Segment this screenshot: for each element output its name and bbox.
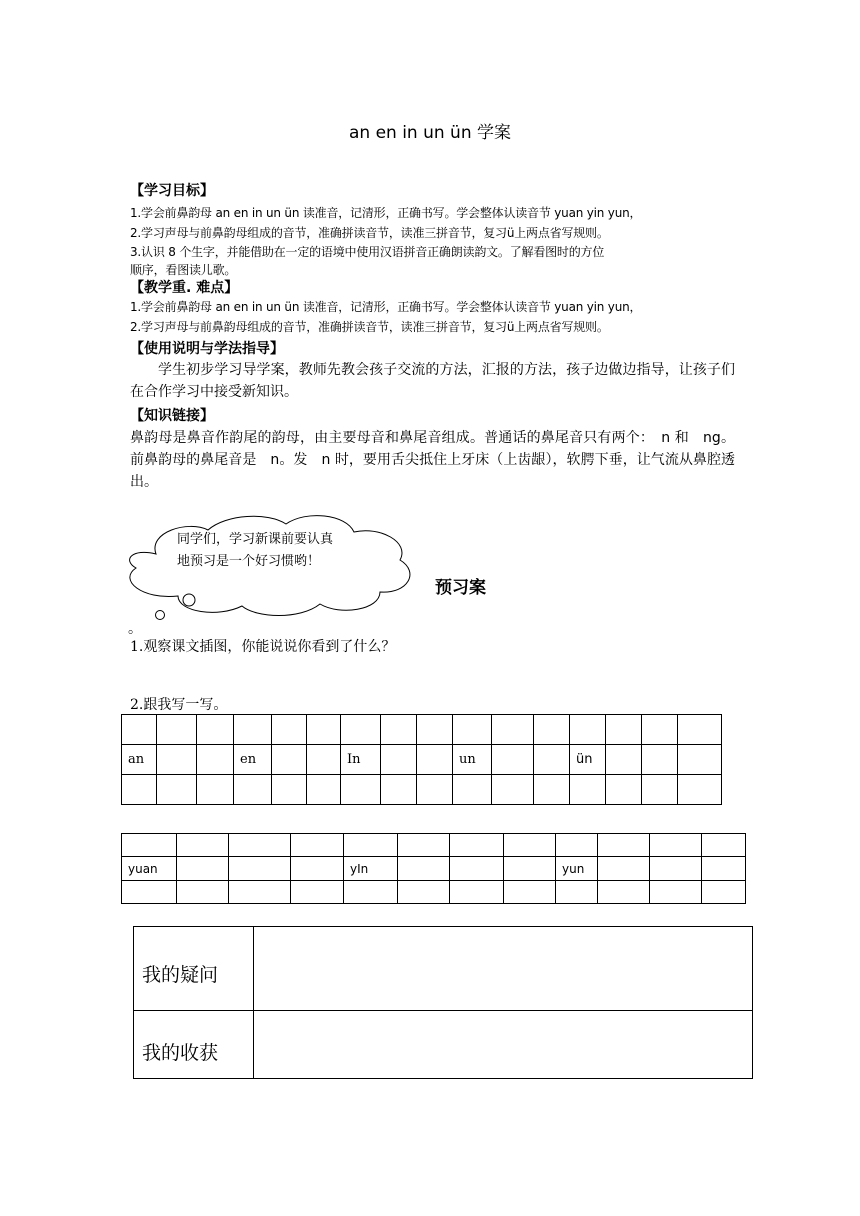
- grid-cell[interactable]: [177, 834, 229, 857]
- grid-cell[interactable]: [556, 834, 598, 857]
- grid-cell[interactable]: [450, 834, 504, 857]
- grid-cell[interactable]: [417, 745, 453, 775]
- grid-cell[interactable]: [177, 881, 229, 904]
- reflection-table: [133, 926, 753, 1079]
- grid-cell[interactable]: [122, 775, 157, 805]
- grid-cell[interactable]: [272, 745, 307, 775]
- grid-cell[interactable]: [534, 745, 570, 775]
- grid-cell[interactable]: [534, 775, 570, 805]
- grid-cell[interactable]: [453, 775, 492, 805]
- grid-cell[interactable]: [344, 834, 398, 857]
- grid-cell[interactable]: [598, 881, 650, 904]
- grid-cell[interactable]: [702, 834, 746, 857]
- grid-cell[interactable]: [417, 775, 453, 805]
- grid-cell[interactable]: [197, 715, 234, 745]
- grid-cell[interactable]: [157, 745, 197, 775]
- grid-cell[interactable]: [381, 715, 417, 745]
- question-1: 1.观察课文插图，你能说说你看到了什么？: [130, 639, 396, 655]
- gain-answer-cell[interactable]: [254, 1011, 753, 1079]
- usage-text: 学生初步学习导学案，教师先教会孩子交流的方法，汇报的方法，孩子边做边指导，让孩子们在合作学习中接受新知识。: [130, 362, 735, 400]
- grid-cell[interactable]: [504, 834, 556, 857]
- grid-cell[interactable]: [307, 775, 341, 805]
- grid-cell[interactable]: [229, 857, 291, 881]
- grid-label-cell: yuan: [122, 857, 177, 881]
- grid-cell[interactable]: [291, 857, 344, 881]
- grid-cell[interactable]: [678, 715, 722, 745]
- preview-heading: 预习案: [435, 578, 486, 598]
- grid-label-cell: ün: [570, 745, 606, 775]
- grid-label-cell: yun: [556, 857, 598, 881]
- grid-cell[interactable]: [534, 715, 570, 745]
- grid-cell[interactable]: [678, 745, 722, 775]
- grid-cell[interactable]: [341, 715, 381, 745]
- keypoints-heading: 【教学重. 难点】: [130, 280, 239, 296]
- grid-cell[interactable]: [398, 834, 450, 857]
- grid-cell[interactable]: [556, 881, 598, 904]
- grid-cell[interactable]: [642, 775, 678, 805]
- grid-cell[interactable]: [398, 857, 450, 881]
- grid-cell[interactable]: [650, 881, 702, 904]
- cloud-line: 同学们，学习新课前要认真: [177, 532, 334, 547]
- grid-cell[interactable]: [291, 834, 344, 857]
- grid-cell[interactable]: [272, 715, 307, 745]
- grid-cell[interactable]: [492, 715, 534, 745]
- grid-cell[interactable]: [291, 881, 344, 904]
- knowledge-text: 鼻韵母是鼻音作韵尾的韵母，由主要母音和鼻尾音组成。普通话的鼻尾音只有两个： n 和 ng。前鼻韵母的鼻尾音是 n。发 n 时，要用舌尖抵住上牙床（上齿龈），软腭下垂，让气流从鼻腔透出。: [130, 430, 735, 490]
- grid-label-cell: yIn: [344, 857, 398, 881]
- goals-line: 2.学习声母与前鼻韵母组成的音节，准确拼读音节，读准三拼音节，复习ü上两点省写规则。: [130, 226, 609, 240]
- grid-cell[interactable]: [234, 775, 272, 805]
- gain-label: 我的收获: [134, 1011, 254, 1079]
- grid-cell[interactable]: [598, 834, 650, 857]
- writing-grid-syllables: [121, 833, 746, 904]
- cloud-line: 地预习是一个好习惯哟！: [177, 554, 321, 569]
- grid-cell[interactable]: [157, 715, 197, 745]
- page-title: an en in un ün 学案: [348, 123, 512, 143]
- grid-cell[interactable]: [504, 857, 556, 881]
- grid-label-cell: en: [234, 745, 272, 775]
- knowledge-heading: 【知识链接】: [130, 408, 214, 424]
- grid-cell[interactable]: [702, 881, 746, 904]
- grid-cell[interactable]: [570, 775, 606, 805]
- grid-cell[interactable]: [234, 715, 272, 745]
- grid-cell[interactable]: [122, 881, 177, 904]
- doubt-label: 我的疑问: [134, 927, 254, 1011]
- grid-cell[interactable]: [570, 715, 606, 745]
- keypoints-line: 2.学习声母与前鼻韵母组成的音节，准确拼读音节，读准三拼音节，复习ü上两点省写规则。: [130, 320, 609, 334]
- grid-cell[interactable]: [307, 745, 341, 775]
- grid-cell[interactable]: [678, 775, 722, 805]
- writing-grid-finals: [121, 714, 722, 805]
- usage-heading: 【使用说明与学法指导】: [130, 341, 284, 357]
- grid-cell[interactable]: [229, 834, 291, 857]
- goals-line: 顺序，看图读儿歌。: [130, 263, 237, 277]
- grid-cell[interactable]: [157, 775, 197, 805]
- goals-heading: 【学习目标】: [130, 183, 214, 199]
- grid-cell[interactable]: [122, 834, 177, 857]
- grid-cell[interactable]: [307, 715, 341, 745]
- grid-cell[interactable]: [492, 745, 534, 775]
- grid-cell[interactable]: [450, 857, 504, 881]
- grid-cell[interactable]: [702, 857, 746, 881]
- doubt-answer-cell[interactable]: [254, 927, 753, 1011]
- grid-label-cell: an: [122, 745, 157, 775]
- grid-cell[interactable]: [598, 857, 650, 881]
- grid-cell[interactable]: [398, 881, 450, 904]
- grid-cell[interactable]: [229, 881, 291, 904]
- grid-cell[interactable]: [450, 881, 504, 904]
- grid-cell[interactable]: [606, 745, 642, 775]
- grid-cell[interactable]: [272, 775, 307, 805]
- keypoints-line: 1.学会前鼻韵母 an en in un ün 读准音，记清形，正确书写。学会整体认读音节 yuan yin yun，: [130, 300, 642, 314]
- stray-dot: 。: [128, 621, 142, 637]
- grid-cell[interactable]: [417, 715, 453, 745]
- goals-line: 3.认识 8 个生字，并能借助在一定的语境中使用汉语拼音正确朗读韵文。了解看图时的方位: [130, 245, 605, 259]
- grid-cell[interactable]: [381, 745, 417, 775]
- grid-cell[interactable]: [453, 715, 492, 745]
- grid-cell[interactable]: [344, 881, 398, 904]
- grid-label-cell: In: [341, 745, 381, 775]
- question-2: 2.跟我写一写。: [130, 697, 228, 713]
- grid-cell[interactable]: [177, 857, 229, 881]
- grid-cell[interactable]: [650, 857, 702, 881]
- grid-cell[interactable]: [341, 775, 381, 805]
- grid-label-cell: un: [453, 745, 492, 775]
- grid-cell[interactable]: [122, 715, 157, 745]
- grid-cell[interactable]: [642, 715, 678, 745]
- grid-cell[interactable]: [606, 775, 642, 805]
- goals-line: 1.学会前鼻韵母 an en in un ün 读准音，记清形，正确书写。学会整体认读音节 yuan yin yun，: [130, 206, 642, 220]
- grid-cell[interactable]: [642, 745, 678, 775]
- grid-cell[interactable]: [197, 775, 234, 805]
- grid-cell[interactable]: [492, 775, 534, 805]
- grid-cell[interactable]: [504, 881, 556, 904]
- grid-cell[interactable]: [650, 834, 702, 857]
- grid-cell[interactable]: [197, 745, 234, 775]
- grid-cell[interactable]: [606, 715, 642, 745]
- grid-cell[interactable]: [381, 775, 417, 805]
